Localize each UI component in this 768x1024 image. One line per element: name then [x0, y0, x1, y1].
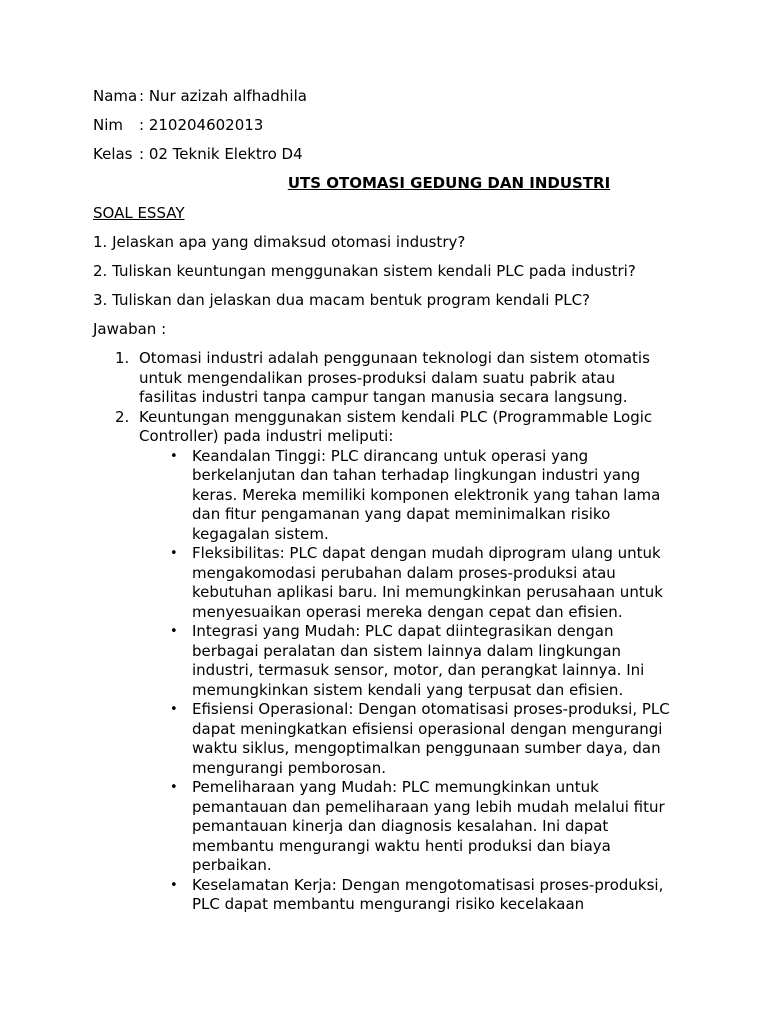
- question-3: 3. Tuliskan dan jelaskan dua macam bentuk program kendali PLC?: [93, 291, 591, 309]
- benefit-item: [93, 622, 693, 700]
- bullet-icon: •: [170, 448, 178, 464]
- answer-number: 2.: [115, 407, 130, 426]
- question-1: 1. Jelaskan apa yang dimaksud otomasi industry?: [93, 233, 466, 251]
- nim-label: Nim: [93, 116, 123, 134]
- nama-value: : Nur azizah alfhadhila: [139, 87, 307, 105]
- nama-label: Nama: [93, 87, 138, 105]
- bullet-icon: •: [170, 702, 178, 717]
- question-2: 2. Tuliskan keuntungan menggunakan sistem kendali PLC pada industri?: [93, 262, 636, 280]
- answer-text: Keuntungan menggunakan sistem kendali PLC (Programmable Logic Controller) pada industri meliputi:: [139, 407, 653, 445]
- benefit-item: [93, 876, 693, 915]
- nim-line: [93, 116, 263, 136]
- answers-list: [93, 349, 693, 915]
- bullet-icon: •: [170, 877, 178, 893]
- answer-2: [93, 408, 693, 447]
- answers-label: Jawaban :: [93, 320, 167, 338]
- benefit-text: Keandalan Tinggi: PLC dirancang untuk operasi yang berkelanjutan dan tahan terhadap lingkungan industri yang keras. Mereka memiliki komponen elektronik yang tahan lama dan fitur pengamanan yang dapat meminimalkan risiko kegagalan sistem.: [192, 446, 661, 543]
- bullet-icon: •: [170, 780, 178, 795]
- benefit-text: Integrasi yang Mudah: PLC dapat diintegrasikan dengan berbagai peralatan dan sistem lainnya dalam lingkungan industri, termasuk sensor, motor, dan perangkat lainnya. Ini memungkinkan sistem kendali yang terpusat dan efisien.: [192, 622, 645, 699]
- answer-1: [93, 349, 693, 408]
- kelas-line: [93, 145, 303, 165]
- document-title: UTS OTOMASI GEDUNG DAN INDUSTRI: [287, 174, 611, 192]
- bullet-icon: •: [170, 624, 178, 639]
- nama-line: [93, 87, 307, 107]
- answer-text: Otomasi industri adalah penggunaan teknologi dan sistem otomatis untuk mengendalikan proses-produksi dalam suatu pabrik atau fasilitas industri tanpa campur tangan manusia secara langsung.: [139, 349, 650, 406]
- benefit-text: Pemeliharaan yang Mudah: PLC memungkinkan untuk pemantauan dan pemeliharaan yang lebih mudah melalui fitur pemantauan kinerja dan diagnosis kesalahan. Ini dapat membantu mengurangi waktu henti produksi dan biaya perbaikan.: [192, 778, 665, 874]
- benefit-text: Keselamatan Kerja: Dengan mengotomatisasi proses-produksi, PLC dapat membantu mengurangi risiko kecelakaan: [192, 875, 664, 913]
- answer-number: 1.: [115, 349, 130, 367]
- section-label: SOAL ESSAY: [93, 204, 185, 222]
- bullet-icon: •: [170, 546, 178, 561]
- benefit-item: [93, 778, 693, 876]
- kelas-value: : 02 Teknik Elektro D4: [139, 145, 303, 163]
- nim-value: : 210204602013: [139, 116, 264, 134]
- benefit-item: [93, 700, 693, 778]
- benefits-list: [93, 447, 693, 915]
- benefit-text: Fleksibilitas: PLC dapat dengan mudah diprogram ulang untuk mengakomodasi perubahan dalam proses-produksi atau kebutuhan aplikasi baru. Ini memungkinkan perusahaan untuk menyesuaikan operasi mereka dengan cepat dan efisien.: [192, 544, 663, 621]
- kelas-label: Kelas: [93, 145, 133, 163]
- benefit-item: [93, 544, 693, 622]
- benefit-item: [93, 447, 693, 545]
- benefit-text: Efisiensi Operasional: Dengan otomatisasi proses-produksi, PLC dapat meningkatkan efisiensi operasional dengan mengurangi waktu siklus, mengoptimalkan penggunaan sumber daya, dan mengurangi pemborosan.: [192, 700, 670, 777]
